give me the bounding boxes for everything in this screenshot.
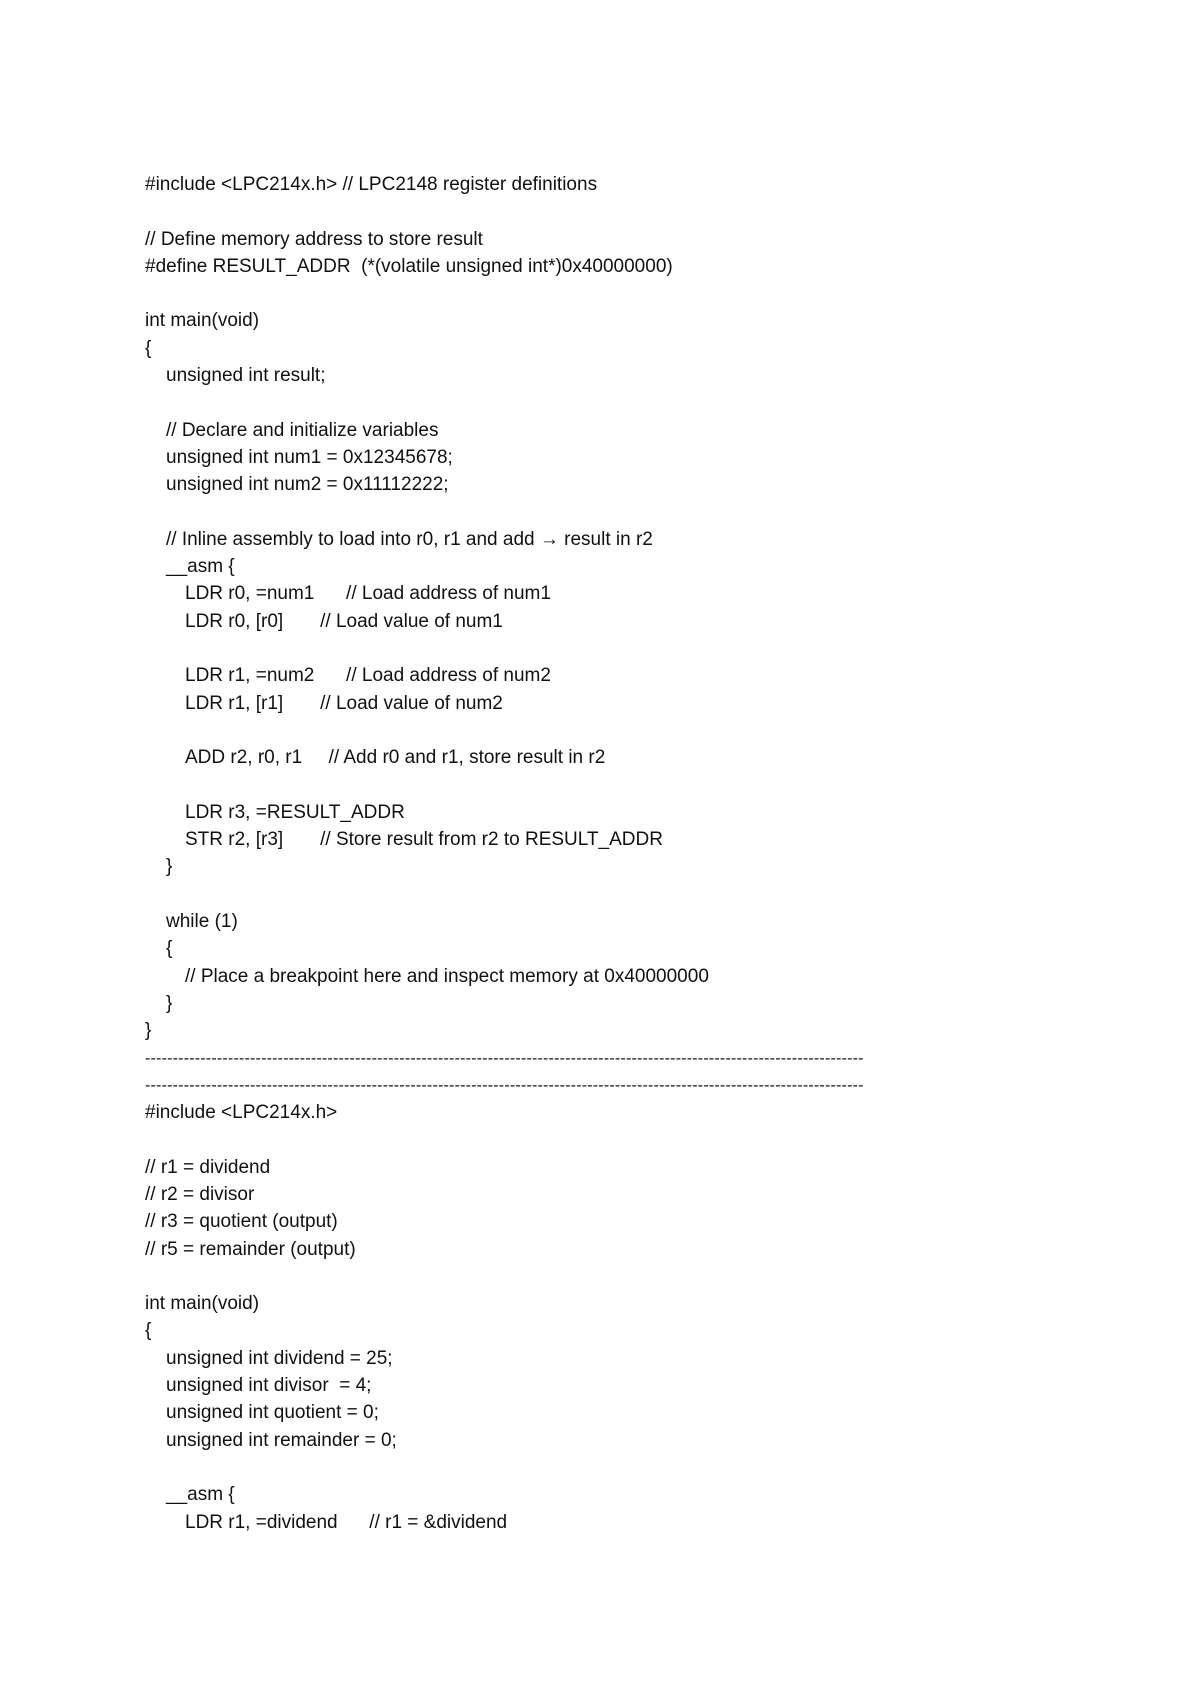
code-line-declaration: unsigned int num1 = 0x12345678;: [166, 446, 453, 468]
code-line-open-brace: {: [145, 1320, 152, 1342]
code-line-comment: // r2 = divisor: [145, 1183, 255, 1205]
code-line-declaration: unsigned int num2 = 0x11112222;: [166, 474, 449, 496]
code-line-comment: // Declare and initialize variables: [166, 419, 439, 441]
blank-line: [145, 499, 1065, 526]
code-line-asm-instruction: LDR r1, [r1] // Load value of num2: [185, 692, 503, 714]
code-line-asm-instruction: LDR r0, =num1 // Load address of num1: [185, 583, 551, 605]
code-line-main-signature: int main(void): [145, 1293, 260, 1315]
blank-line: [145, 717, 1065, 744]
code-line-asm-instruction: LDR r0, [r0] // Load value of num1: [185, 610, 503, 632]
blank-line: [145, 1126, 1065, 1153]
code-line-open-brace: {: [145, 337, 152, 359]
blank-line: [145, 635, 1065, 662]
code-line-asm-instruction: ADD r2, r0, r1 // Add r0 and r1, store result in r2: [185, 747, 606, 769]
code-line-asm-instruction: LDR r1, =num2 // Load address of num2: [185, 665, 551, 687]
code-line-asm-instruction: STR r2, [r3] // Store result from r2 to RESULT_ADDR: [185, 829, 663, 851]
code-line-comment: // Define memory address to store result: [145, 228, 483, 250]
code-line-asm-instruction: LDR r3, =RESULT_ADDR: [185, 801, 405, 823]
code-line-asm-open: __asm {: [166, 1484, 235, 1506]
code-line-comment: // r1 = dividend: [145, 1156, 271, 1178]
code-line-include: #include <LPC214x.h> // LPC2148 register definitions: [145, 174, 598, 195]
code-line-while: while (1): [166, 911, 238, 933]
code-line-main-signature: int main(void): [145, 310, 260, 332]
blank-line: [145, 198, 1065, 225]
separator-line: ----------------------------------------------------------------------------------------------------------------------------------: [145, 1049, 864, 1067]
code-line-comment: // Inline assembly to load into r0, r1 and add → result in r2: [166, 528, 653, 550]
code-line-declaration: unsigned int remainder = 0;: [166, 1429, 397, 1451]
code-line-comment: // Place a breakpoint here and inspect memory at 0x40000000: [185, 965, 709, 987]
code-line-declaration: unsigned int quotient = 0;: [166, 1402, 379, 1424]
code-line-declaration: unsigned int result;: [166, 365, 326, 387]
code-line-close-brace: }: [166, 992, 173, 1014]
blank-line: [145, 881, 1065, 908]
code-line-comment: // r3 = quotient (output): [145, 1211, 338, 1233]
blank-line: [145, 1454, 1065, 1481]
code-line-declaration: unsigned int dividend = 25;: [166, 1347, 393, 1369]
code-line-define: #define RESULT_ADDR (*(volatile unsigned int*)0x40000000): [145, 255, 673, 277]
code-line-asm-close: }: [166, 856, 173, 878]
code-line-close-brace: }: [145, 1020, 152, 1042]
code-line-comment: // r5 = remainder (output): [145, 1238, 356, 1260]
blank-line: [145, 772, 1065, 799]
code-line-include: #include <LPC214x.h>: [145, 1102, 338, 1124]
blank-line: [145, 280, 1065, 307]
separator-line: ----------------------------------------------------------------------------------------------------------------------------------: [145, 1076, 864, 1094]
code-line-open-brace: {: [166, 938, 173, 960]
code-line-asm-open: __asm {: [166, 556, 235, 578]
code-line-declaration: unsigned int divisor = 4;: [166, 1375, 372, 1397]
code-listing: [145, 171, 1065, 1536]
blank-line: [145, 1263, 1065, 1290]
blank-line: [145, 389, 1065, 416]
code-line-asm-instruction: LDR r1, =dividend // r1 = &dividend: [185, 1511, 508, 1533]
